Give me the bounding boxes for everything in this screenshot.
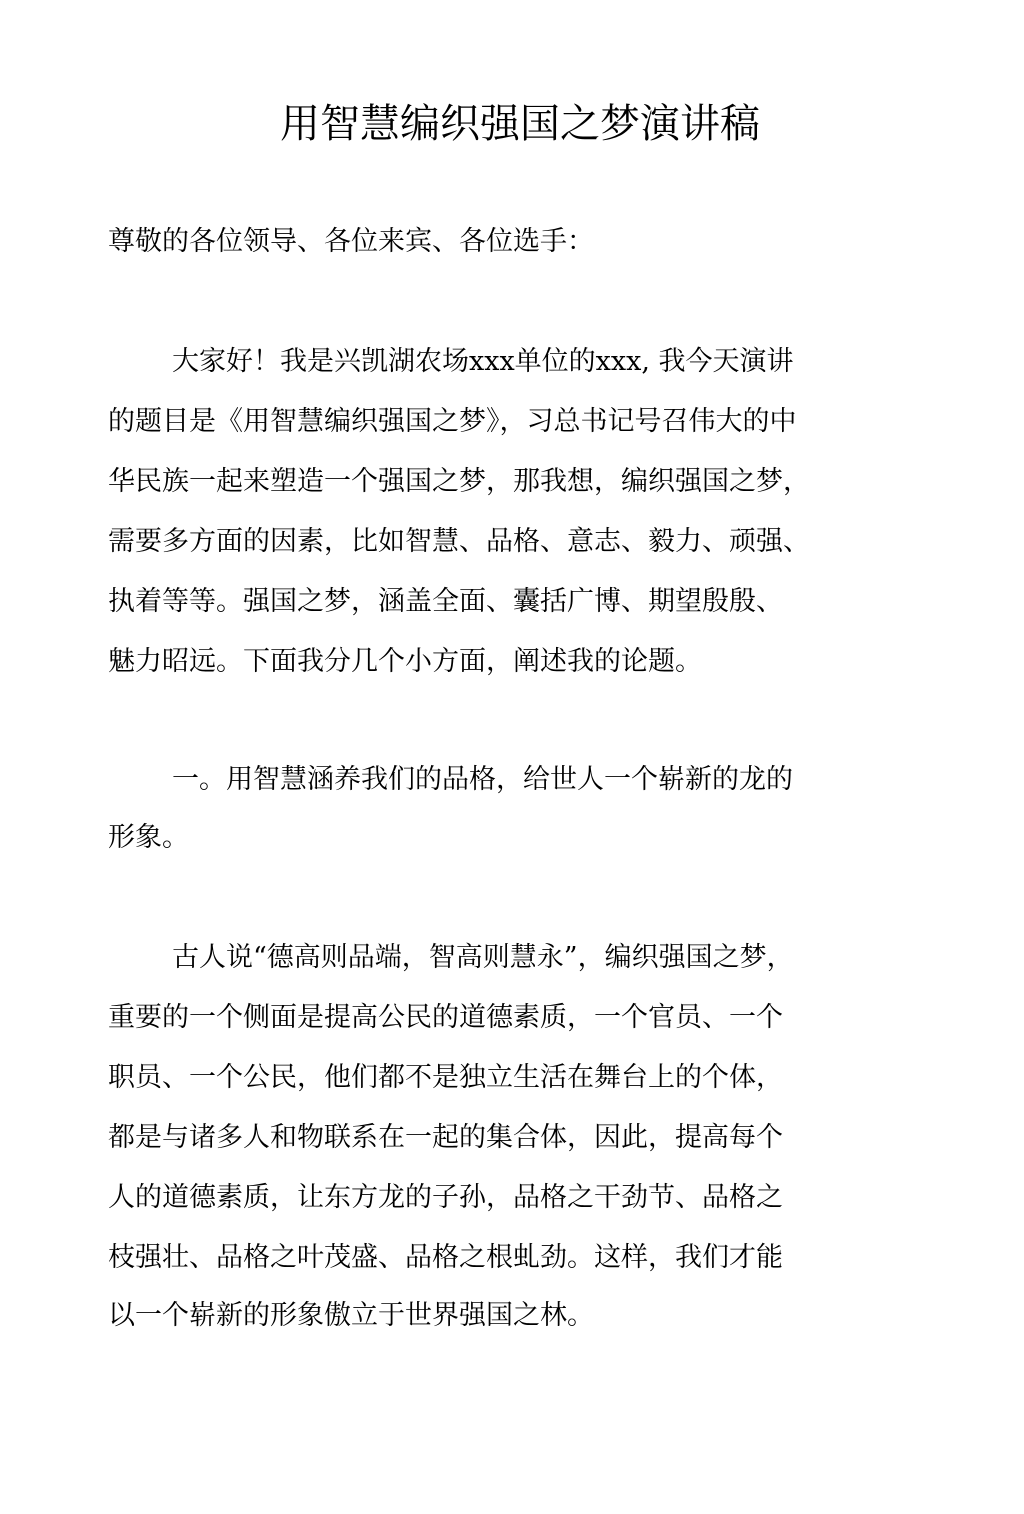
paragraph-1-line-4: 需要多方面的因素，比如智慧、品格、意志、毅力、顽强、: [108, 526, 810, 557]
paragraph-3-line-2: 重要的一个侧面是提高公民的道德素质，一个官员、一个: [108, 1002, 783, 1033]
paragraph-3-line-3: 职员、一个公民，他们都不是独立生活在舞台上的个体，: [108, 1062, 783, 1093]
paragraph-2-line-2: 形象。: [108, 822, 189, 853]
paragraph-3-line-4: 都是与诸多人和物联系在一起的集合体，因此，提高每个: [108, 1122, 783, 1153]
paragraph-1-line-2: 的题目是《用智慧编织强国之梦》，习总书记号召伟大的中: [108, 406, 797, 437]
paragraph-3-line-1: 古人说“德高则品端，智高则慧永”，编织强国之梦，: [172, 942, 794, 973]
paragraph-1-line-3: 华民族一起来塑造一个强国之梦，那我想，编织强国之梦，: [108, 466, 810, 497]
paragraph-3-line-5: 人的道德素质，让东方龙的子孙，品格之干劲节、品格之: [108, 1182, 783, 1213]
paragraph-2-line-1: 一。用智慧涵养我们的品格，给世人一个崭新的龙的: [172, 764, 793, 795]
paragraph-3-line-6: 枝强壮、品格之叶茂盛、品格之根虬劲。这样，我们才能: [108, 1242, 783, 1273]
document-title: 用智慧编织强国之梦演讲稿: [280, 101, 760, 147]
paragraph-1-line-1: 大家好！我是兴凯湖农场xxx单位的xxx, 我今天演讲: [172, 346, 794, 377]
salutation: 尊敬的各位领导、各位来宾、各位选手：: [108, 226, 594, 257]
paragraph-3-line-7: 以一个崭新的形象傲立于世界强国之林。: [108, 1300, 594, 1331]
paragraph-1-line-5: 执着等等。强国之梦，涵盖全面、囊括广博、期望殷殷、: [108, 586, 783, 617]
paragraph-1-line-6: 魅力昭远。下面我分几个小方面，阐述我的论题。: [108, 646, 702, 677]
